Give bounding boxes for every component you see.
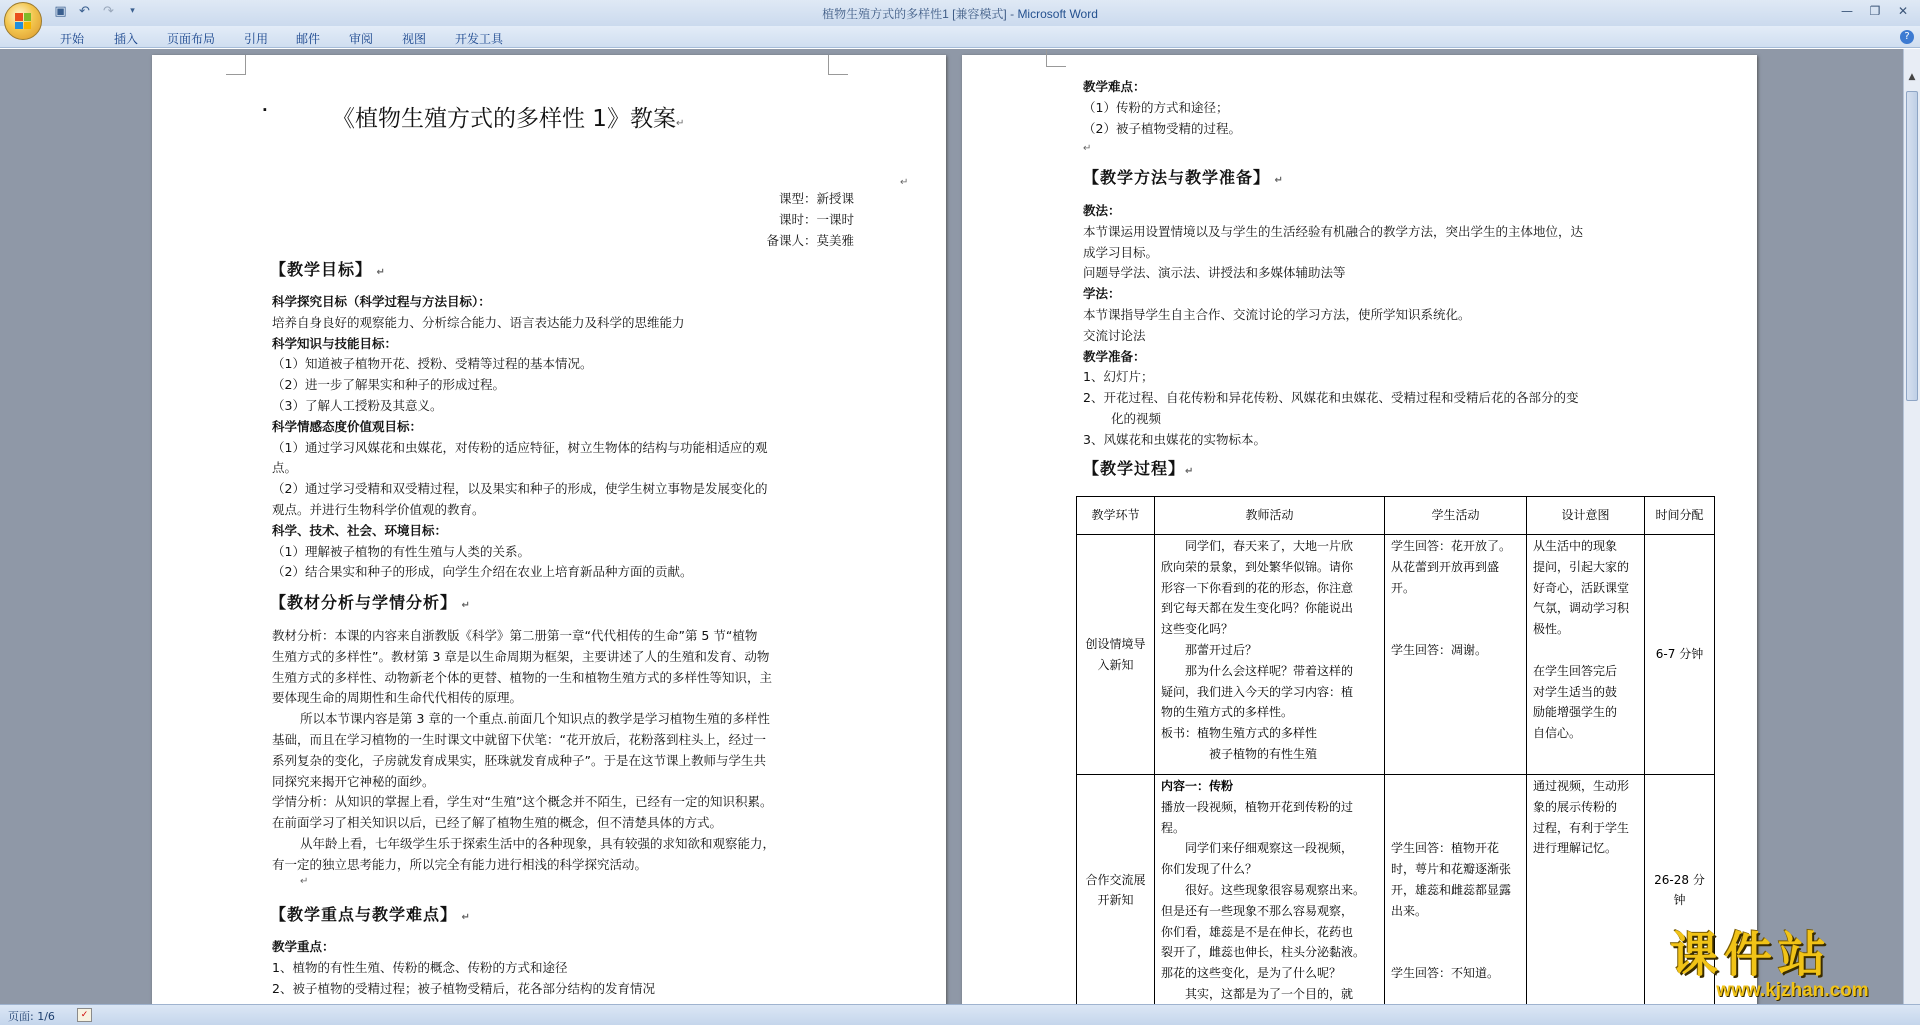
text-line: 内容一：传粉 bbox=[1161, 779, 1234, 793]
text-line: 从花蕾到开放再到盛 bbox=[1391, 559, 1500, 574]
close-icon[interactable]: ✕ bbox=[1897, 4, 1909, 18]
student-cell bbox=[1385, 775, 1527, 1005]
text-line: 开，雄蕊和雌蕊都显露 bbox=[1391, 882, 1512, 897]
text-line: 疑问，我们进入今天的学习内容：植 bbox=[1161, 684, 1354, 699]
text-line: 要体现生命的周期性和生命代代相传的原理。 bbox=[272, 690, 523, 706]
tab-review[interactable]: 审阅 bbox=[349, 32, 374, 46]
text-line: （1）理解被子植物的有性生殖与人类的关系。 bbox=[272, 543, 530, 559]
prep-label: 教学准备： bbox=[1083, 348, 1146, 364]
text-line: 通过视频，生动形 bbox=[1533, 779, 1630, 793]
title-bar bbox=[0, 0, 1920, 26]
text-line: 从生活中的现象 bbox=[1533, 539, 1618, 553]
text-line: （2）通过学习受精和双受精过程，以及果实和种子的形成，使学生树立事物是发展变化的 bbox=[272, 481, 768, 497]
learn-label: 学法： bbox=[1083, 286, 1121, 302]
text-line: 气氛，调动学习积 bbox=[1533, 601, 1630, 616]
text-line: 生殖方式的多样性、动物新老个体的更替、植物的一生和植物生殖方式的多样性等知识，主 bbox=[272, 669, 773, 685]
text-line: 裂开了，雌蕊也伸长，柱头分泌黏液。 bbox=[1161, 945, 1366, 960]
text-line: 学情分析：从知识的掌握上看，学生对“生殖”这个概念并不陌生，已经有一定的知识积累。 bbox=[272, 794, 773, 810]
text-line: 系列复杂的变化，子房就发育成果实，胚珠就发育成种子”。于是在这节课上教师与学生共 bbox=[272, 752, 766, 768]
text-line bbox=[1391, 818, 1520, 839]
text-line: 生殖方式的多样性”。教材第 3 章是以生命周期为框架，主要讲述了人的生殖和发育、动物 bbox=[272, 648, 770, 664]
text-line: 板书：植物生殖方式的多样性 bbox=[1161, 726, 1318, 741]
text-line: 开。 bbox=[1391, 580, 1416, 595]
text-line: （3）了解人工授粉及其意义。 bbox=[272, 397, 443, 413]
text-line: 学生回答：植物开花 bbox=[1391, 841, 1500, 856]
text-line: 科学知识与技能目标： bbox=[272, 335, 398, 351]
lesson-type: 课型：新授课 bbox=[778, 191, 854, 206]
table-header: 时间分配 bbox=[1645, 497, 1715, 535]
office-button[interactable] bbox=[4, 2, 42, 40]
text-line: 观点。并进行生物科学价值观的教育。 bbox=[272, 501, 485, 517]
prep-line: 1、幻灯片； bbox=[1083, 369, 1154, 385]
teach-line: 成学习目标。 bbox=[1083, 244, 1159, 260]
text-line: 到它每天都在发生变化吗？你能说出 bbox=[1161, 601, 1354, 616]
teach-line: 问题导学法、演示法、讲授法和多媒体辅助法等 bbox=[1083, 265, 1346, 281]
tab-insert[interactable]: 插入 bbox=[114, 32, 139, 46]
section-heading-goals: 【教学目标】 ↵ bbox=[270, 260, 386, 279]
text-line: （2）进一步了解果实和种子的形成过程。 bbox=[272, 377, 505, 393]
text-line: 从年龄上看，七年级学生乐于探索生活中的各种现象，具有较强的求知欲和观察能力， bbox=[300, 835, 776, 851]
help-icon[interactable]: ? bbox=[1900, 30, 1914, 44]
prep-line: 化的视频 bbox=[1111, 410, 1162, 426]
text-line: 你们发现了什么？ bbox=[1161, 862, 1258, 877]
ribbon-tabs bbox=[0, 26, 1920, 48]
text-line: 培养自身良好的观察能力、分析综合能力、语言表达能力及科学的思维能力 bbox=[272, 314, 685, 330]
difficulty-item: （2）被子植物受精的过程。 bbox=[1083, 120, 1241, 136]
tab-developer[interactable]: 开发工具 bbox=[455, 32, 504, 46]
text-line bbox=[1391, 598, 1520, 619]
text-line: 点。 bbox=[272, 460, 298, 476]
text-line: 时，萼片和花瓣逐渐张 bbox=[1391, 862, 1512, 877]
page-count[interactable]: 页面: 1/6 bbox=[8, 1010, 55, 1023]
text-line: 被子植物的有性生殖 bbox=[1161, 746, 1318, 761]
watermark-url: www.kjzhan.com bbox=[1716, 980, 1869, 1001]
text-line: （1）知道被子植物开花、授粉、受精等过程的基本情况。 bbox=[272, 356, 593, 372]
text-line: 有一定的独立思考能力，所以完全有能力进行相浅的科学探究活动。 bbox=[272, 856, 648, 872]
prep-line: 3、风媒花和虫媒花的实物标本。 bbox=[1083, 431, 1266, 447]
stage-cell: 合作交流展开新知 bbox=[1077, 775, 1155, 1005]
text-line: 科学、技术、社会、环境目标： bbox=[272, 522, 448, 538]
text-line: 象的展示传粉的 bbox=[1533, 799, 1618, 814]
text-line: 学生回答：不知道。 bbox=[1391, 966, 1500, 981]
text-line: 但是还有一些现象不那么容易观察， bbox=[1161, 903, 1354, 918]
document-page-1[interactable] bbox=[152, 55, 946, 1004]
text-line: 其实，这都是为了一个目的，就 bbox=[1161, 986, 1354, 1001]
intent-cell bbox=[1527, 775, 1645, 1005]
tab-view[interactable]: 视图 bbox=[402, 32, 427, 46]
table-header-row bbox=[1077, 497, 1715, 535]
text-line: 那蕾开过后？ bbox=[1161, 642, 1258, 657]
undo-icon[interactable]: ↶ bbox=[79, 4, 90, 19]
text-line: 同探究来揭开它神秘的面纱。 bbox=[272, 773, 435, 789]
document-page-2[interactable] bbox=[962, 55, 1757, 1004]
text-line bbox=[1391, 922, 1520, 943]
section-heading-keypoints: 【教学重点与教学难点】 ↵ bbox=[270, 905, 471, 924]
page-title: 《植物生殖方式的多样性 1》教案↵ bbox=[332, 106, 685, 132]
minimize-icon[interactable]: — bbox=[1841, 4, 1853, 18]
keypoint-item: 1、植物的有性生殖、传粉的概念、传粉的方式和途径 bbox=[272, 959, 568, 975]
text-line: 在前面学习了相关知识以后，已经了解了植物生殖的概念，但不清楚具体的方式。 bbox=[272, 815, 723, 831]
table-header: 教学环节 bbox=[1077, 497, 1155, 535]
intent-cell bbox=[1527, 535, 1645, 775]
text-line: 那为什么会这样呢？带着这样的 bbox=[1161, 663, 1354, 678]
text-line: 教材分析：本课的内容来自浙教版《科学》第二册第一章“代代相传的生命”第 5 节“植物 bbox=[272, 628, 758, 643]
text-line: 好奇心，活跃课堂 bbox=[1533, 580, 1630, 595]
text-line: 欣向荣的景象，到处繁华似锦。请你 bbox=[1161, 559, 1354, 574]
text-line bbox=[1391, 797, 1520, 818]
text-line bbox=[1391, 942, 1520, 963]
table-row bbox=[1077, 535, 1715, 775]
lesson-author: 备课人：莫美雅 bbox=[766, 232, 854, 248]
difficulty-section: 教学难点： （1）传粉的方式和途径； （2）被子植物受精的过程。 ↵ bbox=[1083, 79, 1241, 155]
watermark-logo bbox=[1670, 928, 1915, 1000]
text-line: 你们看，雄蕊是不是在伸长，花药也 bbox=[1161, 924, 1354, 939]
text-line: 基础，而且在学习植物的一生时课文中就留下伏笔：“花开放后，花粉落到柱头上，经过一 bbox=[272, 731, 766, 747]
stage-cell: 创设情境导入新知 bbox=[1077, 535, 1155, 775]
text-line: 对学生适当的鼓 bbox=[1533, 684, 1618, 699]
difficulty-item: （1）传粉的方式和途径； bbox=[1083, 99, 1229, 115]
keypoints-label: 教学重点： bbox=[272, 939, 335, 954]
text-line: 程。 bbox=[1161, 820, 1186, 835]
keypoint-item: 2、被子植物的受精过程；被子植物受精后，花各部分结构的发育情况 bbox=[272, 980, 655, 996]
learn-line: 本节课指导学生自主合作、交流讨论的学习方法，使所学知识系统化。 bbox=[1083, 306, 1471, 322]
difficulty-label: 教学难点： bbox=[1083, 79, 1146, 94]
save-icon[interactable]: ▣ bbox=[54, 4, 67, 19]
window-controls bbox=[1834, 2, 1916, 20]
prep-line: 2、开花过程、自花传粉和异花传粉、风媒花和虫媒花、受精过程和受精后花的各部分的变 bbox=[1083, 390, 1579, 406]
table-header: 学生活动 bbox=[1385, 497, 1527, 535]
watermark-text: 课件站 bbox=[1670, 927, 1833, 983]
process-table bbox=[1076, 496, 1715, 1004]
text-line: 播放一段视频，植物开花到传粉的过 bbox=[1161, 799, 1354, 814]
scroll-thumb[interactable] bbox=[1906, 91, 1918, 401]
student-cell bbox=[1385, 535, 1527, 775]
text-line: 提问，引起大家的 bbox=[1533, 559, 1630, 574]
teacher-cell bbox=[1155, 775, 1385, 1005]
scroll-up-icon[interactable]: ▲ bbox=[1908, 72, 1916, 82]
tab-mailings[interactable]: 邮件 bbox=[296, 32, 321, 46]
lesson-meta bbox=[712, 189, 854, 251]
time-cell: 6-7 分钟 bbox=[1645, 535, 1715, 775]
teacher-cell bbox=[1155, 535, 1385, 775]
bullet-dot: · bbox=[262, 101, 268, 119]
text-line: 科学探究目标（科学过程与方法目标）： bbox=[272, 294, 491, 309]
time-cell: 26-28 分钟 bbox=[1645, 775, 1715, 1005]
tab-page-layout[interactable]: 页面布局 bbox=[167, 32, 216, 46]
text-line: 极性。 bbox=[1533, 622, 1570, 637]
teach-line: 本节课运用设置情境以及与学生的生活经验有机融合的教学方法，突出学生的主体地位，达 bbox=[1083, 223, 1584, 239]
analysis-section bbox=[272, 626, 775, 876]
text-line: 学生回答：花开放了。 bbox=[1391, 539, 1512, 553]
text-line: 物的生殖方式的多样性。 bbox=[1161, 705, 1294, 720]
text-line: 出来。 bbox=[1391, 903, 1428, 918]
text-line: 同学们，春天来了，大地一片欣 bbox=[1161, 539, 1354, 553]
paragraph-mark: ↵ bbox=[300, 876, 309, 887]
crop-mark bbox=[828, 55, 848, 75]
maximize-icon[interactable]: ❐ bbox=[1869, 4, 1881, 18]
app-name: Microsoft Word bbox=[1017, 7, 1098, 21]
redo-icon[interactable]: ↷ bbox=[103, 4, 114, 19]
text-line: 形容一下你看到的花的形态，你注意 bbox=[1161, 580, 1354, 595]
office-logo-icon bbox=[15, 13, 31, 29]
text-line: 科学情感态度价值观目标： bbox=[272, 418, 423, 434]
text-line: （1）通过学习风媒花和虫媒花，对传粉的适应特征，树立生物体的结构与功能相适应的观 bbox=[272, 439, 768, 455]
methods-section bbox=[1083, 201, 1583, 451]
learn-line: 交流讨论法 bbox=[1083, 327, 1146, 343]
status-bar bbox=[0, 1004, 1920, 1025]
document-workspace bbox=[0, 49, 1903, 1004]
vertical-scrollbar[interactable] bbox=[1903, 49, 1920, 1004]
crop-mark bbox=[226, 55, 246, 75]
text-line: 在学生回答完后 bbox=[1533, 663, 1618, 678]
text-line bbox=[1391, 776, 1520, 797]
keypoints-section bbox=[272, 937, 655, 999]
window-title bbox=[0, 5, 1920, 22]
document-name: 植物生殖方式的多样性1 [兼容模式] - bbox=[822, 7, 1018, 21]
goals-section bbox=[272, 292, 767, 583]
table-header: 设计意图 bbox=[1527, 497, 1645, 535]
lesson-period: 课时：一课时 bbox=[778, 211, 854, 227]
customize-icon[interactable]: ▾ bbox=[130, 6, 135, 16]
section-heading-analysis: 【教材分析与学情分析】 ↵ bbox=[270, 593, 471, 612]
text-line: 很好。这些现象很容易观察出来。 bbox=[1161, 882, 1366, 897]
text-line: 这些变化吗？ bbox=[1161, 622, 1234, 637]
table-row bbox=[1077, 775, 1715, 1005]
text-line: （2）结合果实和种子的形成，向学生介绍在农业上培育新品种方面的贡献。 bbox=[272, 564, 693, 580]
teach-label: 教法： bbox=[1083, 203, 1121, 218]
text-line: 进行理解记忆。 bbox=[1533, 841, 1618, 856]
crop-mark bbox=[1046, 49, 1066, 67]
section-heading-process: 【教学过程】↵ bbox=[1083, 459, 1195, 478]
text-line: 自信心。 bbox=[1533, 726, 1582, 741]
text-line: 学生回答：凋谢。 bbox=[1391, 642, 1488, 657]
text-line: 那花的这些变化，是为了什么呢？ bbox=[1161, 966, 1342, 981]
section-heading-methods: 【教学方法与教学准备】 ↵ bbox=[1083, 168, 1284, 187]
proofing-icon[interactable]: ✓ bbox=[77, 1008, 92, 1022]
table-header: 教师活动 bbox=[1155, 497, 1385, 535]
tab-home[interactable]: 开始 bbox=[60, 32, 85, 46]
paragraph-mark: ↵ bbox=[900, 177, 909, 188]
tab-references[interactable]: 引用 bbox=[244, 32, 269, 46]
text-line: 同学们来仔细观察这一段视频， bbox=[1161, 841, 1354, 856]
text-line: 所以本节课内容是第 3 章的一个重点.前面几个知识点的教学是学习植物生殖的多样性 bbox=[300, 711, 770, 727]
text-line bbox=[1533, 640, 1638, 661]
text-line bbox=[1391, 619, 1520, 640]
text-line: 过程，有利于学生 bbox=[1533, 820, 1630, 835]
text-line: 励能增强学生的 bbox=[1533, 705, 1618, 720]
